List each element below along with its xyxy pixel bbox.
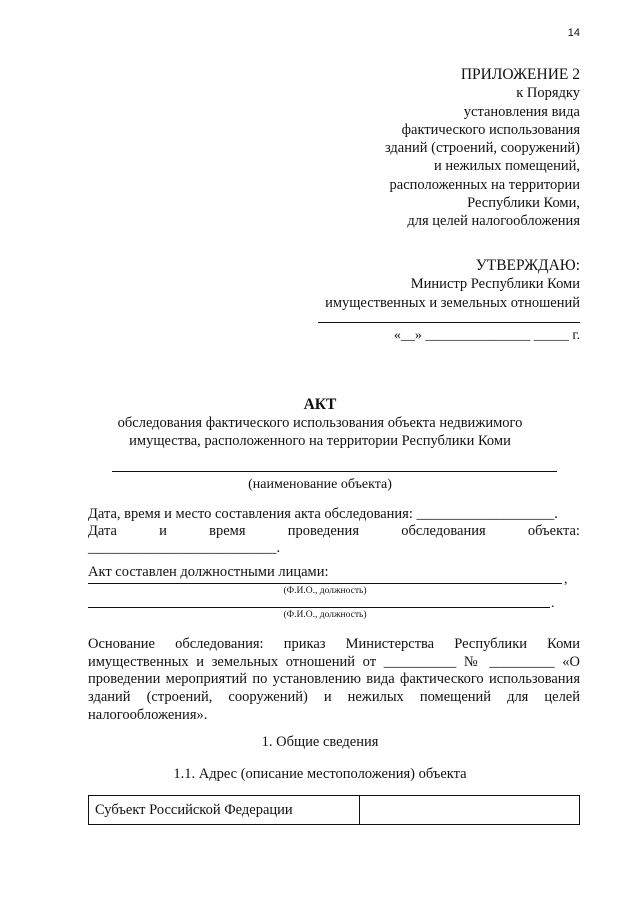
inspection-word: объекта: [527,523,580,539]
persons-label: Акт составлен должностными лицами: [88,564,329,580]
inspection-word: Дата [88,523,117,539]
approval-date: «__» _______________ _____ г. [393,328,580,343]
appendix-line: фактического использования [401,121,580,138]
date-place-field: Дата, время и место составления акта обследования: ___________________. [88,506,558,522]
inspection-date-field [88,523,580,540]
appendix-line: расположенных на территории [389,176,580,193]
act-title: АКТ [303,396,337,413]
act-subtitle [60,414,580,450]
appendix-block [385,66,580,231]
approval-title: УТВЕРЖДАЮ: [475,257,580,274]
fio-comma: , [564,572,568,587]
approval-line: имущественных и земельных отношений [325,295,580,311]
fio-period: . [551,596,555,611]
inspection-word: время [209,523,246,539]
table-row [89,796,580,825]
table-cell-value [360,796,580,825]
act-subtitle-line: обследования фактического использования объекта недвижимого [117,415,523,431]
approval-line: Министр Республики Коми [410,276,580,292]
page-number: 14 [567,27,580,39]
act-subtitle-line: имущества, расположенного на территории Республики Коми [129,433,511,449]
inspection-word: проведения [287,523,359,539]
signature-line [318,322,580,323]
appendix-line: и нежилых помещений, [433,158,580,175]
inspection-date-blank: __________________________. [88,540,281,556]
appendix-line: Республики Коми, [467,195,580,212]
inspection-word: и [159,523,167,539]
object-name-line [112,471,557,472]
appendix-line: для целей налогообложения [407,213,580,230]
appendix-line: к Порядку [516,85,580,102]
fio-caption: (Ф.И.О., должность) [283,610,367,620]
fio-caption: (Ф.И.О., должность) [283,586,367,596]
inspection-word: обследования [401,523,486,539]
section-heading-general: 1. Общие сведения [261,734,379,750]
section-heading-address: 1.1. Адрес (описание местоположения) объекта [173,766,467,782]
approval-block [325,256,580,313]
object-name-caption: (наименование объекта) [248,477,392,492]
fio-line [88,607,550,608]
table-cell-label: Субъект Российской Федерации [89,796,360,825]
appendix-title: ПРИЛОЖЕНИЕ 2 [460,66,580,83]
fio-line [88,583,562,584]
appendix-line: зданий (строений, сооружений) [384,140,580,157]
basis-paragraph: Основание обследования: приказ Министерства Республики Коми имущественных и земельных отношений от __________ № _________ «О проведении мероприятий по установлению вида фактического использования зданий (строений, сооружений) и нежилых помещений для целей налогообложения». [88,636,580,723]
address-table [88,795,580,825]
appendix-line: установления вида [463,103,580,120]
